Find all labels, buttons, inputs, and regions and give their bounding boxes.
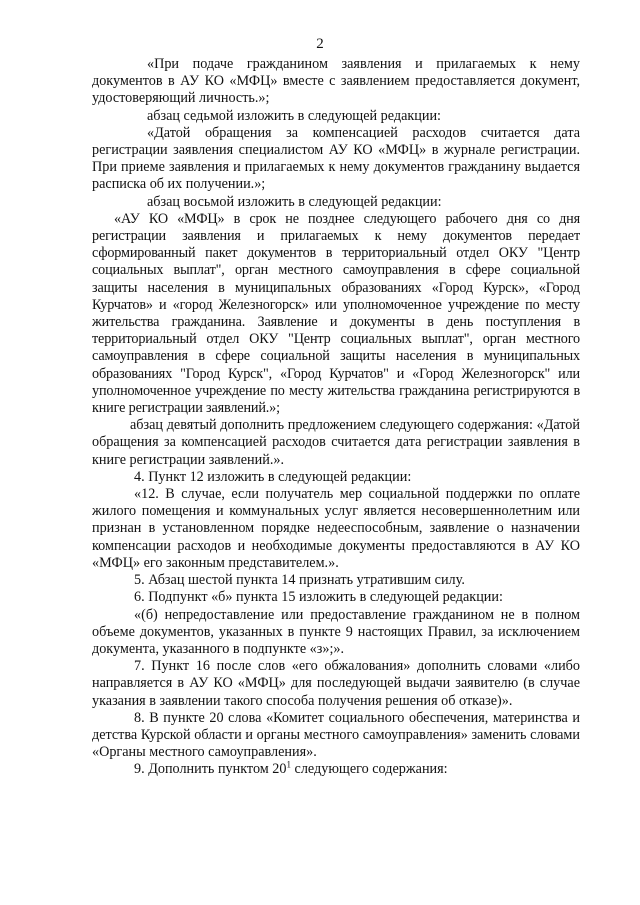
paragraph-ninth-addition: абзац девятый дополнить предложением следующего содержания: «Датой обращения за компенсацией расходов считается дата регистрации заявления в книге регистрации заявлений.». <box>92 417 580 468</box>
page-number: 2 <box>316 36 324 52</box>
paragraph-item-9 <box>92 761 580 778</box>
paragraph-item-7: 7. Пункт 16 после слов «его обжалования» дополнить словами «либо направляется в АУ КО «МФЦ» для последующей выдачи заявителю (в случае указания в заявлении такого способа получения решения об отказе)». <box>92 658 580 709</box>
item-9-superscript: 1 <box>286 759 291 770</box>
paragraph-mfc-identity: «При подаче гражданином заявления и прилагаемых к нему документов в АУ КО «МФЦ» вместе с заявлением предоставляется документ, удостоверяющий личность.»; <box>92 56 580 107</box>
paragraph-eighth-heading: абзац восьмой изложить в следующей редакции: <box>147 193 442 210</box>
paragraph-item-4: 4. Пункт 12 изложить в следующей редакции: <box>134 468 412 485</box>
item-9-tail: следующего содержания: <box>290 761 448 778</box>
paragraph-subitem-b-text: «(б) непредоставление или предоставление гражданином не в полном объеме документов, указанных в пункте 9 настоящих Правил, за исключением документа, указанного в подпункте «з»;». <box>92 606 580 657</box>
item-9-lead: 9. Дополнить пунктом 20 <box>134 761 287 778</box>
paragraph-seventh-text: «Датой обращения за компенсацией расходов считается дата регистрации заявления специалистом АУ КО «МФЦ» в журнале регистрации. При приеме заявления и прилагаемых к нему документов гражданину выдается расписка об их получении.»; <box>92 124 580 193</box>
paragraph-item-8: 8. В пункте 20 слова «Комитет социального обеспечения, материнства и детства Курской области и органы местного самоуправления» заменить словами «Органы местного самоуправления». <box>92 709 580 761</box>
paragraph-seventh-heading: абзац седьмой изложить в следующей редакции: <box>147 107 442 124</box>
paragraph-item-5: 5. Абзац шестой пункта 14 признать утратившим силу. <box>134 572 465 589</box>
paragraph-item-12-text: «12. В случае, если получатель мер социальной поддержки по оплате жилого помещения и коммунальных услуг является несовершеннолетним или признан в установленном порядке недееспособным, заявление о назначении компенсации расходов и необходимые документы предоставляются в АУ КО «МФЦ» его законным представителем.». <box>92 486 580 571</box>
document-body <box>92 56 580 779</box>
paragraph-eighth-text: «АУ КО «МФЦ» в срок не позднее следующего рабочего дня со дня регистрации заявления и прилагаемых к нему документов передает сформированный пакет документов в территориальный отдел ОКУ "Центр социальных выплат", орган местного самоуправления в сфере социальной защиты населения в муниципальных образованиях «Город Курск», «Город Курчатов» и «город Железногорск» или уполномоченное учреждение по месту жительства гражданина. Заявление и документы в день поступления в территориальный отдел ОКУ "Центр социальных выплат", орган местного самоуправления в сфере социальной защиты населения в муниципальных образованиях "Город Курск", «Город Курчатов" и «Город Железногорск" или уполномоченное учреждение по месту жительства гражданина регистрируются в книге регистрации заявлений.»; <box>92 210 580 417</box>
paragraph-item-6: 6. Подпункт «б» пункта 15 изложить в следующей редакции: <box>134 589 503 606</box>
